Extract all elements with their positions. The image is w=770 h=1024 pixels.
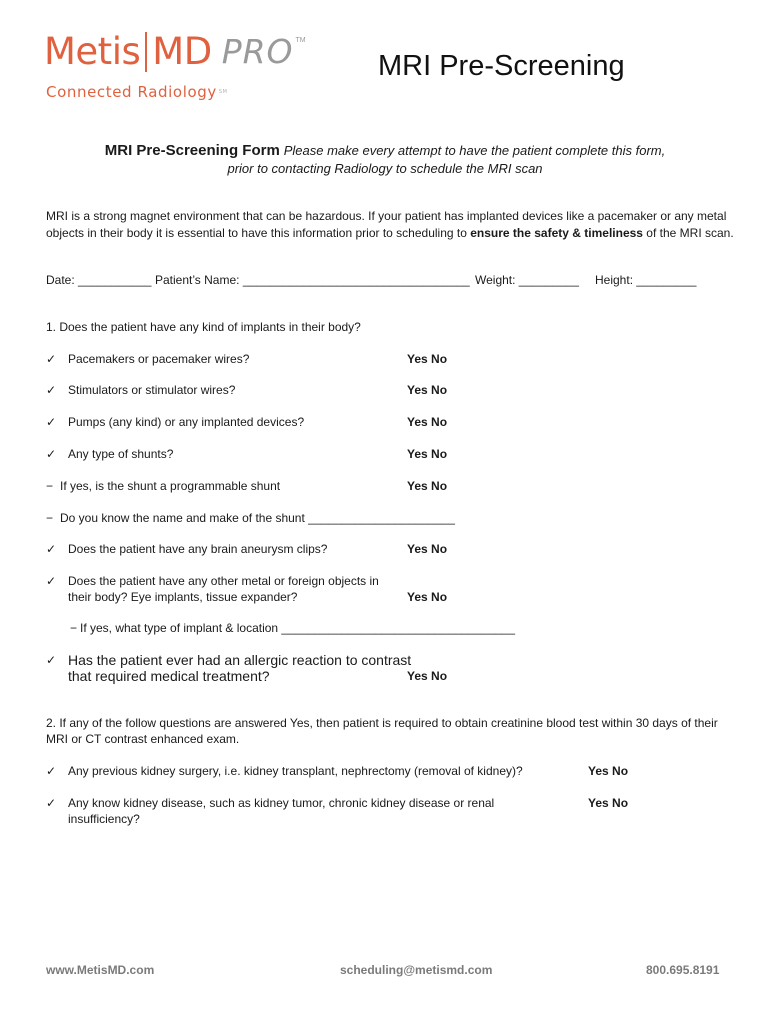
logo-subtitle [46,82,228,102]
document-title: MRI Pre-Screening [378,50,625,82]
logo-servicemark: SM [218,89,228,95]
question-implant-type[interactable]: If yes, what type of implant & location ___________________________________ [80,621,516,635]
dash-icon: − [46,479,54,493]
section2-title-line1: 2. If any of the follow questions are answered Yes, then patient is required to obtain creatinine blood test within 30 days of their [46,716,718,730]
question-kidney-disease-line2: insufficiency? [68,812,140,826]
patient-name-field[interactable]: Patient’s Name: __________________________________ [155,273,470,287]
logo-metis-text: Metis [44,30,141,73]
form-header [0,140,770,161]
yes-no-pacemaker[interactable]: Yes No [407,352,448,366]
section2-title-line2: MRI or CT contrast enhanced exam. [46,732,240,746]
yes-no-allergy[interactable]: Yes No [407,669,448,683]
question-pumps: Pumps (any kind) or any implanted devices? [68,415,305,429]
form-header-italic: Please make every attempt to have the patient complete this form, [283,143,666,158]
yes-no-stimulator[interactable]: Yes No [407,383,448,397]
intro-line2 [46,225,734,242]
date-field[interactable]: Date: ___________ [46,273,152,287]
height-field[interactable]: Height: _________ [595,273,697,287]
question-programmable-shunt: If yes, is the shunt a programmable shunt [60,479,281,493]
check-icon: ✓ [46,415,57,429]
footer-phone[interactable]: 800.695.8191 [646,963,720,977]
section1-title: 1. Does the patient have any kind of implants in their body? [46,320,361,334]
question-shunt-make[interactable]: Do you know the name and make of the shunt ______________________ [60,511,455,525]
question-kidney-disease-line1: Any know kidney disease, such as kidney tumor, chronic kidney disease or renal [68,796,495,810]
intro-line1: MRI is a strong magnet environment that can be hazardous. If your patient has implanted devices like a pacemaker or any metal [46,209,727,223]
logo-trademark: TM [295,37,306,44]
footer-website[interactable]: www.MetisMD.com [46,963,155,977]
yes-no-shunts[interactable]: Yes No [407,447,448,461]
check-icon: ✓ [46,764,57,778]
dash-icon: − [70,621,78,635]
check-icon: ✓ [46,653,57,667]
intro-paragraph [46,208,734,242]
check-icon: ✓ [46,796,57,810]
yes-no-kidney-disease[interactable]: Yes No [588,796,629,810]
form-header-bold: MRI Pre-Screening Form [104,142,280,159]
check-icon: ✓ [46,574,57,588]
footer-email[interactable]: scheduling@metismd.com [340,963,493,977]
question-stimulator: Stimulators or stimulator wires? [68,383,236,397]
yes-no-kidney-surgery[interactable]: Yes No [588,764,629,778]
check-icon: ✓ [46,383,57,397]
check-icon: ✓ [46,447,57,461]
yes-no-metal[interactable]: Yes No [407,590,448,604]
weight-field[interactable]: Weight: _________ [475,273,579,287]
intro-line2-pre: objects in their body it is essential to have this information prior to scheduling to [46,226,471,240]
question-aneurysm: Does the patient have any brain aneurysm clips? [68,542,328,556]
form-header-line2: prior to contacting Radiology to schedule the MRI scan [227,161,543,176]
question-metal-line1: Does the patient have any other metal or foreign objects in [68,574,379,588]
yes-no-programmable-shunt[interactable]: Yes No [407,479,448,493]
logo [44,30,306,74]
yes-no-aneurysm[interactable]: Yes No [407,542,448,556]
check-icon: ✓ [46,542,57,556]
question-shunts: Any type of shunts? [68,447,174,461]
yes-no-pumps[interactable]: Yes No [407,415,448,429]
check-icon: ✓ [46,352,57,366]
question-allergy-line2: that required medical treatment? [68,668,270,684]
logo-pro-text: PRO [221,32,294,71]
logo-subtitle-text: Connected Radiology [46,83,217,101]
question-metal-line2: their body? Eye implants, tissue expander? [68,590,298,604]
logo-md-text: MD [152,30,212,73]
question-kidney-surgery: Any previous kidney surgery, i.e. kidney transplant, nephrectomy (removal of kidney)? [68,764,523,778]
question-allergy-line1: Has the patient ever had an allergic reaction to contrast [68,652,412,668]
dash-icon: − [46,511,54,525]
question-pacemaker: Pacemakers or pacemaker wires? [68,352,250,366]
intro-line2-post: of the MRI scan. [642,226,734,240]
intro-line2-bold: ensure the safety & timeliness [470,226,643,240]
logo-divider [145,32,147,72]
